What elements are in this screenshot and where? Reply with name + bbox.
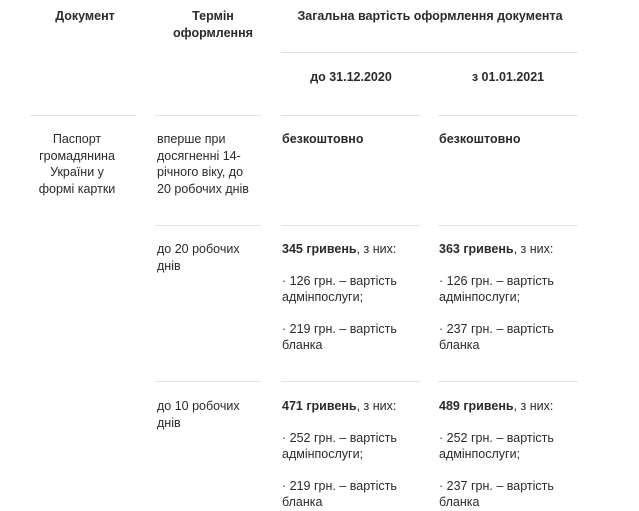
row3-before-item1: · 252 грн. – вартість адмінпослуги; (282, 430, 397, 461)
row3-after-price-line (439, 398, 577, 415)
row3-before-price-line (282, 398, 420, 415)
row1-after-price: безкоштовно (439, 132, 521, 146)
row2-term: до 20 робочих днів (157, 242, 240, 273)
header-before-date: до 31.12.2020 (310, 70, 392, 84)
row1-divider-after (438, 115, 578, 116)
header-after-date: з 01.01.2021 (471, 70, 545, 84)
row3-after (439, 398, 577, 511)
row2-divider-before (281, 225, 420, 226)
row2-after-price: 363 гривень (439, 242, 514, 256)
document-name: Паспорт громадянина України у формі картки (38, 132, 116, 196)
row1-term: вперше при досягненні 14-річного віку, до 20 робочих днів (157, 132, 249, 196)
row3-before-item2: · 219 грн. – вартість бланка (282, 478, 397, 509)
row2-divider-term (155, 225, 261, 226)
row2-after-item1: · 126 грн. – вартість адмінпослуги; (439, 273, 554, 304)
row2-before (282, 241, 420, 354)
row3-after-item2: · 237 грн. – вартість бланка (439, 478, 554, 509)
row2-after-item2: · 237 грн. – вартість бланка (439, 321, 554, 352)
row3-after-suffix: , з них: (513, 399, 554, 413)
row3-after-price: 489 гривень (439, 399, 514, 413)
row2-divider-after (438, 225, 578, 226)
row3-divider-term (155, 381, 261, 382)
row1-divider-doc (30, 115, 136, 116)
row3-before (282, 398, 420, 511)
row2-before-item2: · 219 грн. – вартість бланка (282, 321, 397, 352)
row3-divider-after (438, 381, 578, 382)
header-total-cost: Загальна вартість оформлення документа (297, 9, 563, 23)
row2-before-suffix: , з них: (356, 242, 397, 256)
row3-after-item1: · 252 грн. – вартість адмінпослуги; (439, 430, 554, 461)
row2-before-price: 345 гривень (282, 242, 357, 256)
header-document: Документ (55, 9, 115, 23)
row2-after-suffix: , з них: (513, 242, 554, 256)
row1-divider-term (155, 115, 261, 116)
row2-after (439, 241, 577, 354)
row1-before-price: безкоштовно (282, 132, 364, 146)
row1-divider-before (281, 115, 420, 116)
row2-before-price-line (282, 241, 420, 258)
row3-divider-before (281, 381, 420, 382)
header-divider (281, 52, 578, 53)
row2-before-item1: · 126 грн. – вартість адмінпослуги; (282, 273, 397, 304)
row3-before-price: 471 гривень (282, 399, 357, 413)
row3-before-suffix: , з них: (356, 399, 397, 413)
row2-after-price-line (439, 241, 577, 258)
row3-term: до 10 робочих днів (157, 399, 240, 430)
header-term: Термін оформлення (173, 9, 253, 40)
